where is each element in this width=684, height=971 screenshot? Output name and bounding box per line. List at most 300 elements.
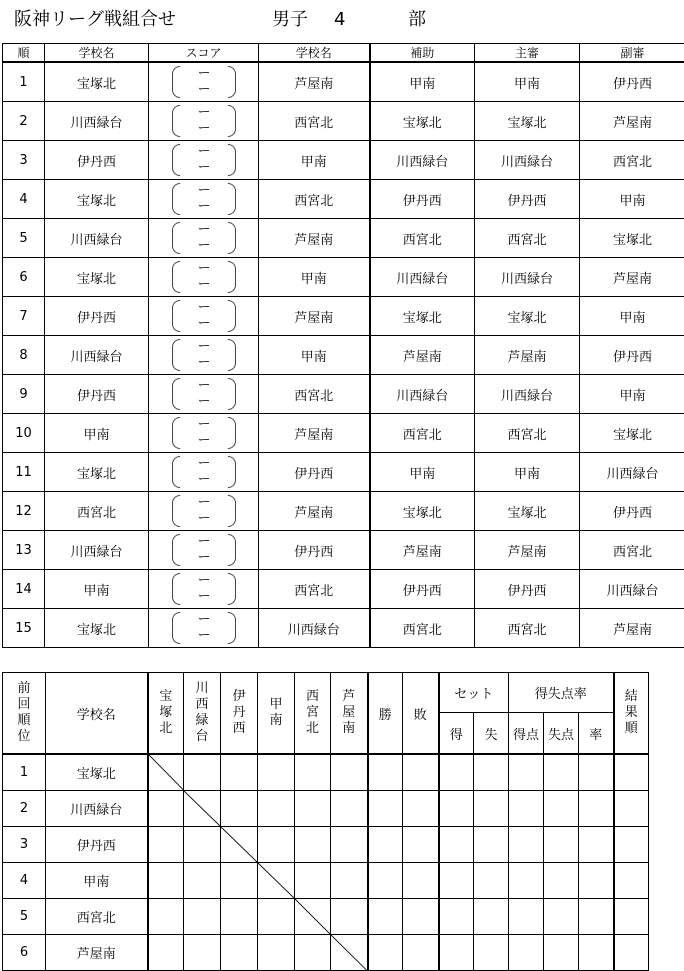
assist-school: 宝塚北 — [370, 492, 475, 531]
score-separator: ー ー — [198, 339, 211, 371]
referee-school: 伊丹西 — [475, 570, 580, 609]
final-rank-cell — [614, 935, 649, 971]
prev-rank: 5 — [3, 899, 46, 935]
col-header-school-2: 学校名 — [259, 44, 370, 63]
score-box — [172, 300, 236, 332]
school-name: 伊丹西 — [46, 827, 148, 863]
match-row — [3, 492, 684, 531]
assist-school: 西宮北 — [370, 414, 475, 453]
score-separator: ー ー — [198, 300, 211, 332]
match-number: 13 — [3, 531, 45, 570]
left-bracket — [172, 534, 180, 566]
sub-referee-school: 西宮北 — [580, 531, 684, 570]
sets-won-cell — [439, 899, 474, 935]
standings-row — [3, 899, 649, 935]
points-against-cell — [544, 863, 579, 899]
result-cell — [295, 791, 331, 827]
sub-referee-school: 川西緑台 — [580, 570, 684, 609]
points-ratio-cell — [579, 863, 614, 899]
away-school: 伊丹西 — [259, 531, 370, 570]
sets-won-cell — [439, 754, 474, 791]
away-school: 甲南 — [259, 141, 370, 180]
left-bracket — [172, 183, 180, 215]
result-cell — [331, 827, 368, 863]
prev-rank: 1 — [3, 754, 46, 791]
standings-row — [3, 827, 649, 863]
points-against-cell — [544, 754, 579, 791]
diagonal-line — [331, 935, 367, 970]
assist-school: 宝塚北 — [370, 297, 475, 336]
match-number: 6 — [3, 258, 45, 297]
score — [149, 609, 259, 648]
away-school: 西宮北 — [259, 375, 370, 414]
home-school: 宝塚北 — [45, 258, 149, 297]
away-school: 芦屋南 — [259, 414, 370, 453]
score-separator: ー ー — [198, 534, 211, 566]
referee-school: 宝塚北 — [475, 297, 580, 336]
opp-header-3: 甲 南 — [258, 673, 295, 755]
page-title: 阪神リーグ戦組合せ — [14, 6, 176, 34]
referee-school: 川西緑台 — [475, 375, 580, 414]
result-cell — [221, 899, 258, 935]
self-match-cell — [258, 863, 295, 899]
sub-referee-school: 伊丹西 — [580, 62, 684, 102]
score-separator: ー ー — [198, 378, 211, 410]
referee-school: 西宮北 — [475, 609, 580, 648]
col-header-assist: 補助 — [370, 44, 475, 63]
score — [149, 453, 259, 492]
match-number: 1 — [3, 62, 45, 102]
away-school: 甲南 — [259, 336, 370, 375]
result-cell — [258, 935, 295, 971]
col-header-sub-referee: 副審 — [580, 44, 684, 63]
score — [149, 570, 259, 609]
school-name: 甲南 — [46, 863, 148, 899]
result-cell — [221, 754, 258, 791]
home-school: 甲南 — [45, 570, 149, 609]
result-cell — [258, 791, 295, 827]
standings-table — [2, 672, 649, 971]
match-number: 8 — [3, 336, 45, 375]
school-name: 川西緑台 — [46, 791, 148, 827]
score-box — [172, 612, 236, 644]
home-school: 西宮北 — [45, 492, 149, 531]
right-bracket — [228, 66, 236, 98]
school-name: 宝塚北 — [46, 754, 148, 791]
school-name: 芦屋南 — [46, 935, 148, 971]
sets-won-cell — [439, 863, 474, 899]
score-separator: ー ー — [198, 144, 211, 176]
match-row — [3, 297, 684, 336]
assist-school: 芦屋南 — [370, 531, 475, 570]
result-cell — [148, 899, 184, 935]
result-cell — [331, 791, 368, 827]
division-label: 部 — [408, 6, 426, 34]
left-bracket — [172, 261, 180, 293]
score-separator: ー ー — [198, 105, 211, 137]
score-separator: ー ー — [198, 456, 211, 488]
left-bracket — [172, 417, 180, 449]
assist-school: 伊丹西 — [370, 570, 475, 609]
points-ratio-cell — [579, 754, 614, 791]
away-school: 西宮北 — [259, 102, 370, 141]
points-header: 得失点率 — [509, 673, 614, 713]
score-separator: ー ー — [198, 66, 211, 98]
right-bracket — [228, 612, 236, 644]
result-cell — [184, 754, 221, 791]
result-cell — [184, 827, 221, 863]
score — [149, 141, 259, 180]
referee-school: 西宮北 — [475, 219, 580, 258]
referee-school: 宝塚北 — [475, 102, 580, 141]
score — [149, 219, 259, 258]
result-cell — [148, 935, 184, 971]
score-box — [172, 105, 236, 137]
standings-row — [3, 754, 649, 791]
result-cell — [148, 827, 184, 863]
set-lost-header: 失 — [474, 713, 509, 754]
match-row — [3, 531, 684, 570]
match-row — [3, 609, 684, 648]
points-for-header: 得点 — [509, 713, 544, 754]
away-school: 川西緑台 — [259, 609, 370, 648]
points-for-cell — [509, 754, 544, 791]
right-bracket — [228, 456, 236, 488]
sets-lost-cell — [474, 899, 509, 935]
score — [149, 62, 259, 102]
score-separator: ー ー — [198, 183, 211, 215]
score — [149, 492, 259, 531]
result-cell — [331, 863, 368, 899]
sets-won-cell — [439, 827, 474, 863]
score-box — [172, 183, 236, 215]
sub-referee-school: 芦屋南 — [580, 102, 684, 141]
right-bracket — [228, 378, 236, 410]
referee-school: 川西緑台 — [475, 141, 580, 180]
referee-school: 西宮北 — [475, 414, 580, 453]
assist-school: 甲南 — [370, 453, 475, 492]
right-bracket — [228, 222, 236, 254]
match-number: 15 — [3, 609, 45, 648]
sub-referee-school: 宝塚北 — [580, 414, 684, 453]
points-for-cell — [509, 935, 544, 971]
self-match-cell — [148, 754, 184, 791]
match-row — [3, 258, 684, 297]
result-cell — [295, 754, 331, 791]
points-ratio-header: 率 — [579, 713, 614, 754]
division-number: 4 — [334, 6, 345, 34]
self-match-cell — [221, 827, 258, 863]
opp-header-2: 伊 丹 西 — [221, 673, 258, 755]
home-school: 川西緑台 — [45, 219, 149, 258]
right-bracket — [228, 144, 236, 176]
wins-cell — [368, 899, 403, 935]
diagonal-line — [258, 863, 294, 898]
opp-header-5: 芦 屋 南 — [331, 673, 368, 755]
match-number: 7 — [3, 297, 45, 336]
result-cell — [221, 863, 258, 899]
score — [149, 297, 259, 336]
standings-row — [3, 791, 649, 827]
losses-cell — [403, 935, 439, 971]
result-cell — [221, 935, 258, 971]
final-rank-cell — [614, 863, 649, 899]
left-bracket — [172, 66, 180, 98]
prev-rank: 4 — [3, 863, 46, 899]
assist-school: 甲南 — [370, 62, 475, 102]
result-cell — [295, 863, 331, 899]
left-bracket — [172, 300, 180, 332]
left-bracket — [172, 495, 180, 527]
result-cell — [331, 899, 368, 935]
home-school: 伊丹西 — [45, 297, 149, 336]
sets-lost-cell — [474, 935, 509, 971]
diagonal-line — [149, 755, 184, 790]
opp-header-0: 宝 塚 北 — [148, 673, 184, 755]
self-match-cell — [331, 935, 368, 971]
result-cell — [184, 899, 221, 935]
col-header-score: スコア — [149, 44, 259, 63]
points-against-cell — [544, 791, 579, 827]
sub-referee-school: 芦屋南 — [580, 609, 684, 648]
referee-school: 宝塚北 — [475, 492, 580, 531]
result-cell — [295, 827, 331, 863]
losses-cell — [403, 827, 439, 863]
result-cell — [258, 754, 295, 791]
score-separator: ー ー — [198, 417, 211, 449]
sets-won-cell — [439, 935, 474, 971]
left-bracket — [172, 222, 180, 254]
match-row — [3, 62, 684, 102]
home-school: 伊丹西 — [45, 375, 149, 414]
assist-school: 西宮北 — [370, 609, 475, 648]
score-box — [172, 144, 236, 176]
result-cell — [184, 935, 221, 971]
prev-rank: 2 — [3, 791, 46, 827]
score-box — [172, 417, 236, 449]
score — [149, 180, 259, 219]
points-for-cell — [509, 899, 544, 935]
score — [149, 336, 259, 375]
match-number: 9 — [3, 375, 45, 414]
result-cell — [258, 827, 295, 863]
sub-referee-school: 西宮北 — [580, 141, 684, 180]
left-bracket — [172, 339, 180, 371]
referee-school: 甲南 — [475, 453, 580, 492]
match-row — [3, 336, 684, 375]
away-school: 芦屋南 — [259, 62, 370, 102]
wins-cell — [368, 935, 403, 971]
points-against-cell — [544, 935, 579, 971]
home-school: 宝塚北 — [45, 453, 149, 492]
left-bracket — [172, 105, 180, 137]
col-header-referee: 主審 — [475, 44, 580, 63]
right-bracket — [228, 183, 236, 215]
home-school: 川西緑台 — [45, 336, 149, 375]
match-schedule-table — [2, 43, 684, 648]
match-number: 12 — [3, 492, 45, 531]
score — [149, 531, 259, 570]
school-header: 学校名 — [46, 673, 148, 755]
match-row — [3, 414, 684, 453]
assist-school: 西宮北 — [370, 219, 475, 258]
home-school: 宝塚北 — [45, 62, 149, 102]
home-school: 伊丹西 — [45, 141, 149, 180]
score-box — [172, 66, 236, 98]
sets-lost-cell — [474, 827, 509, 863]
left-bracket — [172, 144, 180, 176]
diagonal-line — [184, 791, 220, 826]
referee-school: 川西緑台 — [475, 258, 580, 297]
match-row — [3, 141, 684, 180]
opp-header-4: 西 宮 北 — [295, 673, 331, 755]
final-rank-cell — [614, 827, 649, 863]
home-school: 川西緑台 — [45, 531, 149, 570]
sets-won-cell — [439, 791, 474, 827]
home-school: 川西緑台 — [45, 102, 149, 141]
away-school: 西宮北 — [259, 570, 370, 609]
score-box — [172, 378, 236, 410]
sets-lost-cell — [474, 754, 509, 791]
school-name: 西宮北 — [46, 899, 148, 935]
result-cell — [148, 863, 184, 899]
sub-referee-school: 甲南 — [580, 297, 684, 336]
score-separator: ー ー — [198, 261, 211, 293]
points-ratio-cell — [579, 935, 614, 971]
final-rank-cell — [614, 899, 649, 935]
points-against-cell — [544, 827, 579, 863]
referee-school: 伊丹西 — [475, 180, 580, 219]
col-header-school: 学校名 — [45, 44, 149, 63]
away-school: 芦屋南 — [259, 492, 370, 531]
losses-cell — [403, 899, 439, 935]
referee-school: 芦屋南 — [475, 531, 580, 570]
away-school: 甲南 — [259, 258, 370, 297]
prev-rank: 6 — [3, 935, 46, 971]
match-row — [3, 375, 684, 414]
sub-referee-school: 甲南 — [580, 180, 684, 219]
score-box — [172, 573, 236, 605]
match-number: 14 — [3, 570, 45, 609]
loss-header: 敗 — [403, 673, 439, 755]
score-separator: ー ー — [198, 612, 211, 644]
sets-lost-cell — [474, 863, 509, 899]
match-number: 3 — [3, 141, 45, 180]
self-match-cell — [184, 791, 221, 827]
diagonal-line — [295, 899, 330, 934]
result-header: 結 果 順 — [614, 673, 649, 755]
result-cell — [331, 754, 368, 791]
score-box — [172, 495, 236, 527]
points-for-cell — [509, 827, 544, 863]
match-number: 2 — [3, 102, 45, 141]
score-box — [172, 222, 236, 254]
match-row — [3, 180, 684, 219]
score-box — [172, 456, 236, 488]
assist-school: 川西緑台 — [370, 375, 475, 414]
opp-header-1: 川 西 緑 台 — [184, 673, 221, 755]
result-cell — [221, 791, 258, 827]
sub-referee-school: 伊丹西 — [580, 492, 684, 531]
standings-row — [3, 935, 649, 971]
wins-cell — [368, 863, 403, 899]
score-box — [172, 339, 236, 371]
right-bracket — [228, 261, 236, 293]
set-won-header: 得 — [439, 713, 474, 754]
result-cell — [184, 863, 221, 899]
prev-rank-header: 前 回 順 位 — [3, 673, 46, 755]
diagonal-line — [221, 827, 257, 862]
set-header: セット — [439, 673, 509, 713]
sub-referee-school: 宝塚北 — [580, 219, 684, 258]
right-bracket — [228, 339, 236, 371]
match-number: 4 — [3, 180, 45, 219]
schedule-header-row — [3, 44, 684, 63]
score — [149, 102, 259, 141]
sub-referee-school: 伊丹西 — [580, 336, 684, 375]
score — [149, 375, 259, 414]
match-number: 10 — [3, 414, 45, 453]
self-match-cell — [295, 899, 331, 935]
points-for-cell — [509, 791, 544, 827]
right-bracket — [228, 105, 236, 137]
left-bracket — [172, 456, 180, 488]
referee-school: 芦屋南 — [475, 336, 580, 375]
points-against-header: 失点 — [544, 713, 579, 754]
away-school: 芦屋南 — [259, 219, 370, 258]
score-box — [172, 534, 236, 566]
score — [149, 258, 259, 297]
points-ratio-cell — [579, 899, 614, 935]
points-against-cell — [544, 899, 579, 935]
assist-school: 宝塚北 — [370, 102, 475, 141]
left-bracket — [172, 573, 180, 605]
win-header: 勝 — [368, 673, 403, 755]
sub-referee-school: 川西緑台 — [580, 453, 684, 492]
score-separator: ー ー — [198, 495, 211, 527]
wins-cell — [368, 827, 403, 863]
right-bracket — [228, 495, 236, 527]
points-ratio-cell — [579, 791, 614, 827]
home-school: 甲南 — [45, 414, 149, 453]
result-cell — [258, 899, 295, 935]
match-number: 11 — [3, 453, 45, 492]
col-header-order: 順 — [3, 44, 45, 63]
referee-school: 甲南 — [475, 62, 580, 102]
away-school: 芦屋南 — [259, 297, 370, 336]
score — [149, 414, 259, 453]
losses-cell — [403, 791, 439, 827]
sub-referee-school: 甲南 — [580, 375, 684, 414]
score-separator: ー ー — [198, 573, 211, 605]
final-rank-cell — [614, 791, 649, 827]
left-bracket — [172, 612, 180, 644]
points-ratio-cell — [579, 827, 614, 863]
losses-cell — [403, 754, 439, 791]
right-bracket — [228, 534, 236, 566]
wins-cell — [368, 754, 403, 791]
losses-cell — [403, 863, 439, 899]
match-row — [3, 102, 684, 141]
result-cell — [148, 791, 184, 827]
standings-row — [3, 863, 649, 899]
right-bracket — [228, 417, 236, 449]
points-for-cell — [509, 863, 544, 899]
match-row — [3, 453, 684, 492]
match-number: 5 — [3, 219, 45, 258]
assist-school: 伊丹西 — [370, 180, 475, 219]
gender-label: 男子 — [272, 6, 308, 34]
